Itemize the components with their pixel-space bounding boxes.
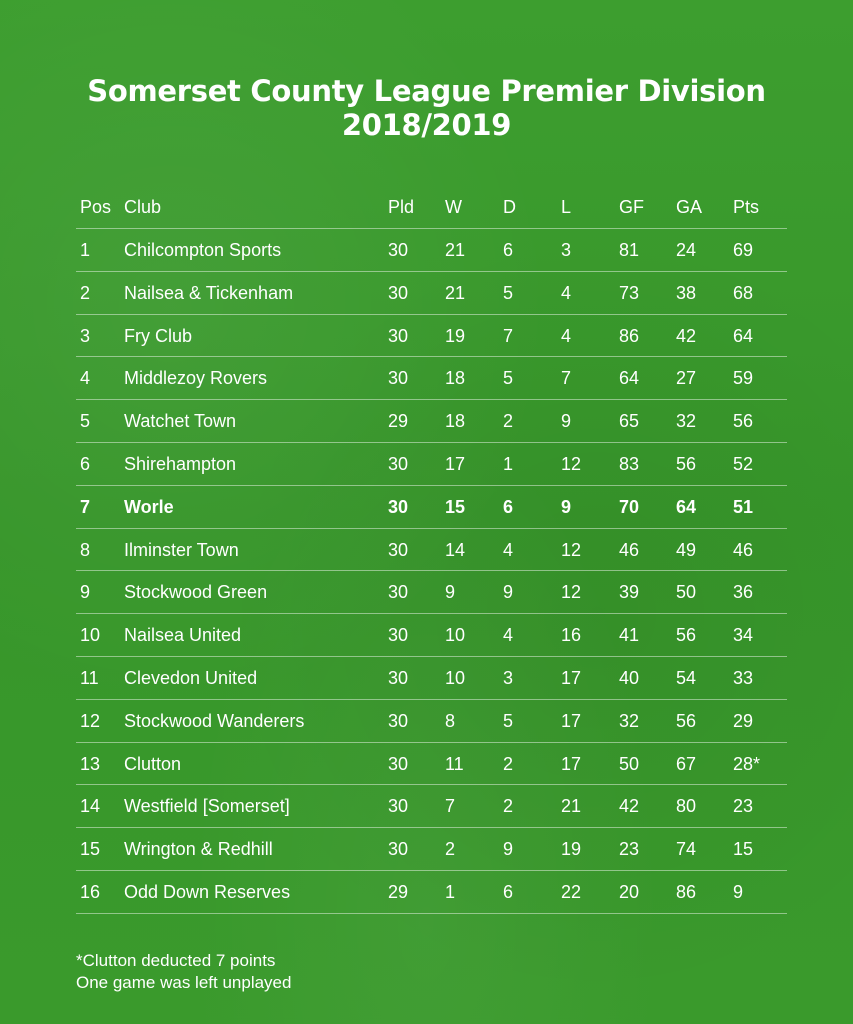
- cell-d: 5: [503, 282, 514, 303]
- cell-l: 9: [561, 496, 572, 517]
- cell-w: 17: [445, 453, 466, 474]
- cell-gf: 32: [619, 710, 640, 731]
- header-pts: Pts: [733, 197, 760, 217]
- cell-l: 4: [561, 282, 572, 303]
- cell-l: 12: [561, 539, 582, 560]
- cell-l: 9: [561, 411, 572, 432]
- cell-gf: 83: [619, 453, 640, 474]
- cell-d: 6: [503, 496, 514, 517]
- cell-pts: 46: [733, 539, 754, 560]
- cell-ga: 56: [676, 710, 697, 731]
- cell-pld: 30: [388, 839, 409, 860]
- cell-d: 5: [503, 710, 514, 731]
- table-row: [76, 443, 787, 486]
- cell-pos: 7: [80, 496, 91, 517]
- cell-w: 1: [445, 881, 456, 902]
- cell-pld: 30: [388, 667, 409, 688]
- page-title: [0, 74, 853, 142]
- table-row: [76, 743, 787, 786]
- table-row: [76, 400, 787, 443]
- cell-club: Fry Club: [124, 325, 193, 346]
- cell-ga: 86: [676, 881, 697, 902]
- header-pos: Pos: [80, 197, 112, 217]
- cell-w: 8: [445, 710, 456, 731]
- cell-l: 21: [561, 796, 582, 817]
- table-row: [76, 828, 787, 871]
- cell-club: Westfield [Somerset]: [124, 796, 290, 817]
- footnote-deduction: *Clutton deducted 7 points: [76, 951, 276, 970]
- cell-d: 2: [503, 411, 514, 432]
- cell-pts: 23: [733, 796, 754, 817]
- cell-w: 18: [445, 411, 466, 432]
- cell-pos: 10: [80, 625, 101, 646]
- cell-pld: 30: [388, 325, 409, 346]
- cell-pts: 29: [733, 710, 754, 731]
- cell-l: 17: [561, 710, 582, 731]
- header-d: D: [503, 197, 516, 217]
- cell-gf: 81: [619, 240, 640, 260]
- cell-pld: 29: [388, 881, 409, 902]
- cell-pts: 59: [733, 368, 754, 389]
- cell-pts: 15: [733, 839, 754, 860]
- table-row: [76, 700, 787, 743]
- cell-gf: 41: [619, 625, 640, 646]
- cell-club: Odd Down Reserves: [124, 881, 291, 902]
- cell-pts: 64: [733, 325, 754, 346]
- table-row: [76, 229, 787, 272]
- cell-pld: 30: [388, 453, 409, 474]
- cell-l: 7: [561, 368, 572, 389]
- cell-club: Watchet Town: [124, 411, 237, 432]
- cell-club: Clutton: [124, 753, 182, 774]
- cell-pld: 30: [388, 240, 409, 260]
- cell-pts: 68: [733, 282, 754, 303]
- header-pld: Pld: [388, 197, 415, 217]
- cell-ga: 50: [676, 582, 697, 603]
- table-row: [76, 486, 787, 529]
- cell-d: 6: [503, 240, 514, 260]
- cell-ga: 74: [676, 839, 697, 860]
- table-row: [76, 871, 787, 914]
- cell-w: 21: [445, 240, 466, 260]
- cell-gf: 70: [619, 496, 640, 517]
- cell-l: 12: [561, 453, 582, 474]
- cell-l: 12: [561, 582, 582, 603]
- cell-d: 3: [503, 667, 514, 688]
- cell-w: 21: [445, 282, 466, 303]
- cell-w: 10: [445, 667, 466, 688]
- cell-ga: 49: [676, 539, 697, 560]
- cell-w: 19: [445, 325, 466, 346]
- cell-gf: 39: [619, 582, 640, 603]
- cell-pld: 29: [388, 411, 409, 432]
- cell-pld: 30: [388, 539, 409, 560]
- cell-d: 1: [503, 453, 514, 474]
- cell-pos: 13: [80, 753, 101, 774]
- header-club: Club: [124, 197, 162, 217]
- cell-gf: 65: [619, 411, 640, 432]
- cell-w: 7: [445, 796, 456, 817]
- table-row: [76, 315, 787, 358]
- cell-pos: 9: [80, 582, 91, 603]
- cell-ga: 56: [676, 453, 697, 474]
- cell-l: 17: [561, 753, 582, 774]
- cell-club: Worle: [124, 496, 174, 517]
- footnote-unplayed: One game was left unplayed: [76, 973, 292, 992]
- cell-pld: 30: [388, 282, 409, 303]
- cell-ga: 56: [676, 625, 697, 646]
- cell-pld: 30: [388, 625, 409, 646]
- cell-pts: 9: [733, 881, 744, 902]
- cell-club: Stockwood Green: [124, 582, 268, 603]
- cell-pld: 30: [388, 368, 409, 389]
- cell-gf: 64: [619, 368, 640, 389]
- cell-pos: 5: [80, 411, 91, 432]
- cell-pts: 34: [733, 625, 754, 646]
- cell-pos: 1: [80, 240, 91, 260]
- cell-pos: 3: [80, 325, 91, 346]
- table-header-row: [76, 186, 787, 229]
- cell-club: Nailsea United: [124, 625, 242, 646]
- cell-ga: 80: [676, 796, 697, 817]
- cell-d: 4: [503, 539, 514, 560]
- cell-gf: 86: [619, 325, 640, 346]
- cell-club: Ilminster Town: [124, 539, 239, 560]
- cell-w: 14: [445, 539, 466, 560]
- cell-ga: 64: [676, 496, 697, 517]
- title-line-1: Somerset County League Premier Division: [87, 74, 766, 108]
- cell-pos: 6: [80, 453, 91, 474]
- cell-pld: 30: [388, 496, 409, 517]
- cell-gf: 50: [619, 753, 640, 774]
- cell-club: Clevedon United: [124, 667, 258, 688]
- cell-gf: 40: [619, 667, 640, 688]
- cell-gf: 46: [619, 539, 640, 560]
- cell-pos: 16: [80, 881, 101, 902]
- cell-ga: 24: [676, 240, 697, 260]
- cell-ga: 27: [676, 368, 697, 389]
- cell-pts: 52: [733, 453, 754, 474]
- table-body: [76, 229, 787, 914]
- table-row: [76, 657, 787, 700]
- cell-d: 9: [503, 839, 514, 860]
- cell-w: 11: [445, 753, 464, 774]
- cell-club: Wrington & Redhill: [124, 839, 273, 860]
- cell-ga: 32: [676, 411, 697, 432]
- footnotes: [76, 950, 291, 994]
- table-row: [76, 272, 787, 315]
- cell-l: 17: [561, 667, 582, 688]
- cell-pos: 14: [80, 796, 101, 817]
- cell-pld: 30: [388, 796, 409, 817]
- table-row: [76, 357, 787, 400]
- cell-ga: 38: [676, 282, 697, 303]
- header-l: L: [561, 197, 572, 217]
- cell-w: 10: [445, 625, 466, 646]
- cell-w: 2: [445, 839, 456, 860]
- standings-table: [76, 186, 787, 914]
- cell-l: 4: [561, 325, 572, 346]
- cell-pld: 30: [388, 582, 409, 603]
- cell-pts: 69: [733, 240, 754, 260]
- cell-ga: 54: [676, 667, 697, 688]
- cell-pos: 15: [80, 839, 101, 860]
- cell-l: 22: [561, 881, 582, 902]
- cell-pld: 30: [388, 753, 409, 774]
- cell-d: 2: [503, 796, 514, 817]
- cell-pos: 4: [80, 368, 91, 389]
- cell-pts: 28*: [733, 753, 761, 774]
- cell-d: 9: [503, 582, 514, 603]
- cell-ga: 42: [676, 325, 697, 346]
- cell-w: 18: [445, 368, 466, 389]
- cell-pos: 8: [80, 539, 91, 560]
- title-line-2: 2018/2019: [341, 108, 512, 142]
- cell-club: Chilcompton Sports: [124, 240, 282, 260]
- cell-l: 16: [561, 625, 582, 646]
- table-row: [76, 614, 787, 657]
- cell-w: 15: [445, 496, 466, 517]
- cell-club: Stockwood Wanderers: [124, 710, 305, 731]
- cell-gf: 42: [619, 796, 640, 817]
- cell-pld: 30: [388, 710, 409, 731]
- cell-gf: 73: [619, 282, 640, 303]
- cell-club: Shirehampton: [124, 453, 237, 474]
- cell-d: 7: [503, 325, 514, 346]
- cell-gf: 20: [619, 881, 640, 902]
- cell-d: 6: [503, 881, 514, 902]
- cell-pts: 33: [733, 667, 754, 688]
- cell-d: 4: [503, 625, 514, 646]
- header-w: W: [445, 197, 462, 217]
- cell-d: 2: [503, 753, 514, 774]
- cell-pos: 12: [80, 710, 101, 731]
- cell-l: 3: [561, 240, 572, 260]
- cell-ga: 67: [676, 753, 697, 774]
- header-gf: GF: [619, 197, 644, 217]
- cell-gf: 23: [619, 839, 640, 860]
- table-row: [76, 529, 787, 572]
- cell-l: 19: [561, 839, 582, 860]
- cell-pts: 36: [733, 582, 754, 603]
- table-row: [76, 785, 787, 828]
- cell-pos: 11: [80, 667, 99, 688]
- cell-d: 5: [503, 368, 514, 389]
- cell-pts: 51: [733, 496, 754, 517]
- table-row: [76, 571, 787, 614]
- cell-club: Middlezoy Rovers: [124, 368, 268, 389]
- cell-pts: 56: [733, 411, 754, 432]
- cell-pos: 2: [80, 282, 91, 303]
- header-ga: GA: [676, 197, 703, 217]
- cell-club: Nailsea & Tickenham: [124, 282, 294, 303]
- cell-w: 9: [445, 582, 456, 603]
